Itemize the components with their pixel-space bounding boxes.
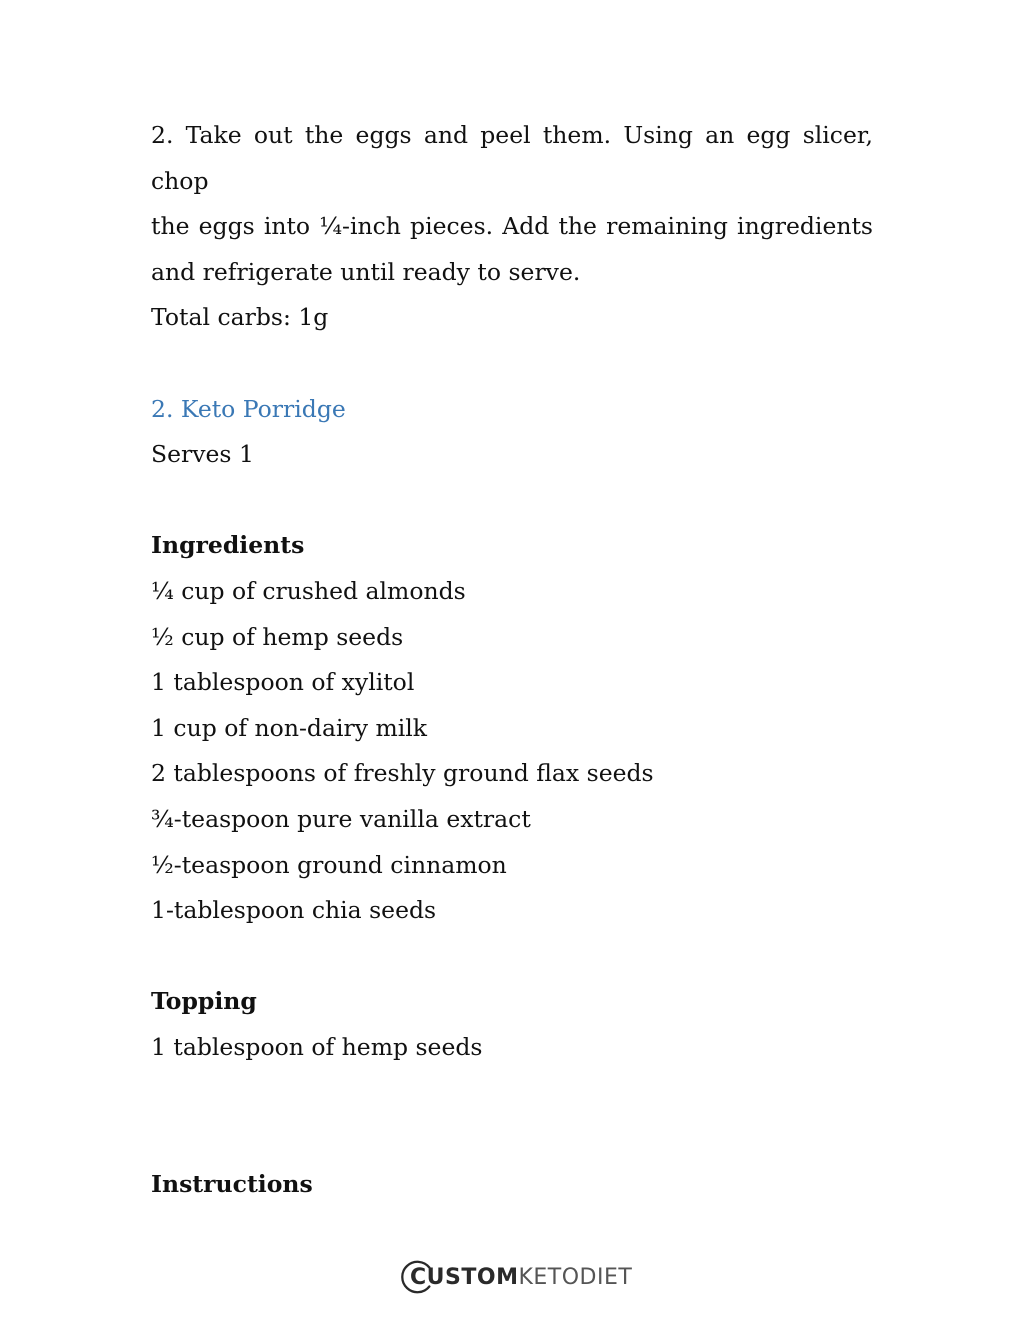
ingredient-item: 2 tablespoons of freshly ground flax seeds — [151, 759, 654, 788]
spacer — [151, 341, 873, 387]
topping-heading: Topping — [151, 987, 257, 1016]
document-page — [151, 113, 873, 1207]
intro-line-3: and refrigerate until ready to serve. — [151, 257, 581, 286]
serves-text: Serves 1 — [151, 440, 254, 469]
logo-wordmark — [410, 1265, 632, 1290]
ingredient-item: 1 tablespoon of xylitol — [151, 668, 415, 697]
intro-line-1: 2. Take out the eggs and peel them. Using an egg slicer, chop — [151, 121, 873, 195]
ingredient-item: 1-tablespoon chia seeds — [151, 896, 437, 925]
total-carbs: Total carbs: 1g — [151, 303, 329, 332]
ingredient-item: ¼ cup of crushed almonds — [151, 576, 466, 605]
recipe-title: 2. Keto Porridge — [151, 394, 346, 423]
ingredient-item: ½ cup of hemp seeds — [151, 622, 404, 651]
ingredients-heading: Ingredients — [151, 531, 305, 560]
intro-line-2: the eggs into ¼-inch pieces. Add the remaining ingredients — [151, 212, 873, 241]
spacer — [151, 1070, 873, 1161]
ingredient-item: ¾-teaspoon pure vanilla extract — [151, 804, 531, 833]
spacer — [151, 934, 873, 980]
spacer — [151, 478, 873, 524]
footer-logo — [398, 1255, 632, 1299]
instructions-heading: Instructions — [151, 1169, 313, 1198]
logo-text-custom: CUSTOM — [410, 1264, 519, 1290]
ingredient-item: ½-teaspoon ground cinnamon — [151, 850, 507, 879]
topping-item: 1 tablespoon of hemp seeds — [151, 1032, 483, 1061]
ingredient-item: 1 cup of non-dairy milk — [151, 713, 428, 742]
logo-text-ketodiet: KETODIET — [518, 1264, 633, 1290]
